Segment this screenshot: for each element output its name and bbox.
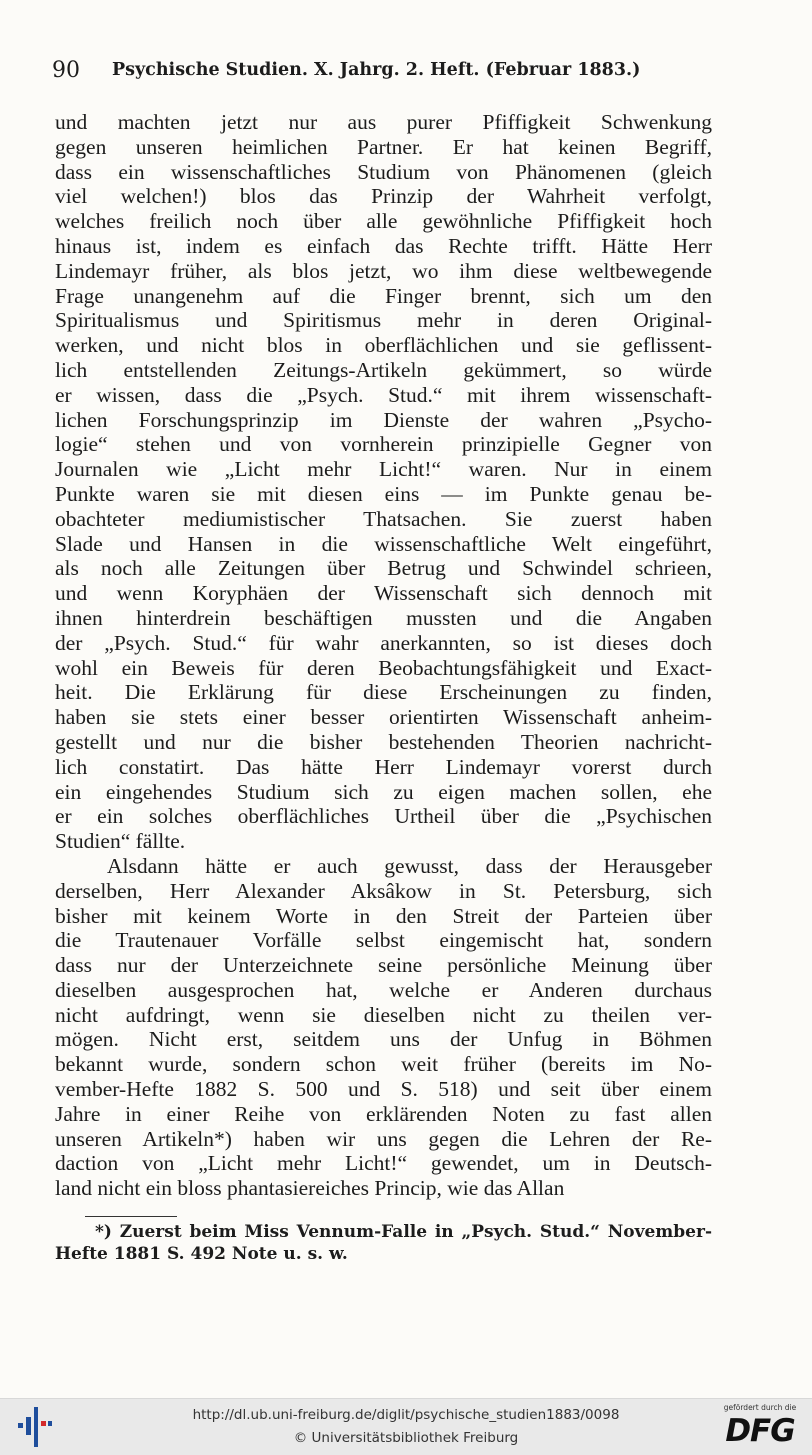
text-line: die Trautenauer Vorfälle selbst eingemischt hat, sondern xyxy=(55,928,712,953)
text-line: daction von „Licht mehr Licht!“ gewendet, um in Deutsch- xyxy=(55,1151,712,1176)
text-line: ein eingehendes Studium sich zu eigen machen sollen, ehe xyxy=(55,779,712,804)
text-line: dass nur der Unterzeichnete seine persönliche Meinung über xyxy=(55,953,712,978)
footnote-line: *) Zuerst beim Miss Vennum-Falle in „Psych. Stud.“ November- xyxy=(95,1222,712,1242)
text-line: welches freilich noch über alle gewöhnliche Pfiffigkeit hoch xyxy=(55,209,712,234)
text-line: mögen. Nicht erst, seitdem uns der Unfug in Böhmen xyxy=(55,1027,712,1052)
text-line: er ein solches oberflächliches Urtheil über die „Psychischen xyxy=(55,804,712,829)
text-line: dass ein wissenschaftliches Studium von Phänomenen (gleich xyxy=(55,159,712,184)
text-line: hinaus ist, indem es einfach das Rechte trifft. Hätte Herr xyxy=(55,233,712,258)
text-line: logie“ stehen und von vornherein prinzipielle Gegner von xyxy=(55,432,712,457)
text-line: als noch alle Zeitungen über Betrug und Schwindel schrieen, xyxy=(55,556,712,581)
text-line: obachteter mediumistischer Thatsachen. Sie zuerst haben xyxy=(55,506,712,531)
text-line: Journalen wie „Licht mehr Licht!“ waren. Nur in einem xyxy=(55,457,712,482)
text-line: der „Psych. Stud.“ für wahr anerkannten, so ist dieses doch xyxy=(55,630,712,655)
footnote-line: Hefte 1881 S. 492 Note u. s. w. xyxy=(55,1244,348,1264)
text-line: Lindemayr früher, als blos jetzt, wo ihm diese weltbewegende xyxy=(55,258,712,283)
text-line: gegen unseren heimlichen Partner. Er hat keinen Begriff, xyxy=(55,134,712,159)
text-line: Jahre in einer Reihe von erklärenden Noten zu fast allen xyxy=(55,1101,712,1126)
text-line: vember-Hefte 1882 S. 500 und S. 518) und seit über einem xyxy=(55,1077,712,1102)
text-line: haben sie stets einer besser orientirten Wissenschaft anheim- xyxy=(55,705,712,730)
text-line: wohl ein Beweis für deren Beobachtungsfähigkeit und Exact- xyxy=(55,655,712,680)
dfg-logo: DFG xyxy=(725,1413,795,1449)
text-line: Alsdann hätte er auch gewusst, dass der Herausgeber xyxy=(107,853,712,878)
text-line: er wissen, dass die „Psych. Stud.“ mit ihrem wissenschaft- xyxy=(55,382,712,407)
page-number: 90 xyxy=(52,58,80,83)
text-line: land nicht ein bloss phantasiereiches Princip, wie das Allan xyxy=(55,1176,565,1201)
text-line: Studien“ fällte. xyxy=(55,829,186,854)
text-line: und wenn Koryphäen der Wissenschaft sich dennoch mit xyxy=(55,581,712,606)
text-line: Spiritualismus und Spiritismus mehr in deren Original- xyxy=(55,308,712,333)
footnote-divider xyxy=(85,1216,177,1217)
dfg-caption: gefördert durch die xyxy=(723,1403,797,1412)
text-line: bisher mit keinem Worte in den Streit der Parteien über xyxy=(55,903,712,928)
text-line: dieselben ausgesprochen hat, welche er Anderen durchaus xyxy=(55,977,712,1002)
text-line: Punkte waren sie mit diesen eins — im Punkte genau be- xyxy=(55,481,712,506)
text-line: gestellt und nur die bisher bestehenden Theorien nachricht- xyxy=(55,729,712,754)
text-line: viel welchen!) blos das Prinzip der Wahrheit verfolgt, xyxy=(55,184,712,209)
text-line: werken, und nicht blos in oberflächlichen und sie geflissent- xyxy=(55,333,712,358)
text-line: lichen Forschungsprinzip im Dienste der wahren „Psycho- xyxy=(55,407,712,432)
text-line: Slade und Hansen in die wissenschaftliche Welt eingeführt, xyxy=(55,531,712,556)
text-line: ihnen hinterdrein beschäftigen mussten und die Angaben xyxy=(55,605,712,630)
document-url[interactable]: http://dl.ub.uni-freiburg.de/diglit/psychische_studien1883/0098 xyxy=(192,1407,620,1423)
text-line: heit. Die Erklärung für diese Erscheinungen zu finden, xyxy=(55,680,712,705)
text-line: bekannt wurde, sondern schon weit früher (bereits im No- xyxy=(55,1052,712,1077)
text-line: derselben, Herr Alexander Aksâkow in St. Petersburg, sich xyxy=(55,878,712,903)
running-head xyxy=(52,58,712,88)
dfg-badge[interactable] xyxy=(716,1403,804,1451)
journal-title: Psychische Studien. X. Jahrg. 2. Heft. (Februar 1883.) xyxy=(112,60,641,80)
text-line: lich constatirt. Das hätte Herr Lindemayr vorerst durch xyxy=(55,754,712,779)
copyright-notice: © Universitätsbibliothek Freiburg xyxy=(293,1430,519,1446)
text-line: unseren Artikeln*) haben wir uns gegen die Lehren der Re- xyxy=(55,1126,712,1151)
body-text xyxy=(55,110,712,1201)
footnote xyxy=(55,1221,712,1265)
text-line: nicht aufdringt, wenn sie dieselben nicht zu theilen ver- xyxy=(55,1002,712,1027)
text-line: lich entstellenden Zeitungs-Artikeln gekümmert, so würde xyxy=(55,357,712,382)
text-line: und machten jetzt nur aus purer Pfiffigkeit Schwenkung xyxy=(55,110,712,134)
text-line: Frage unangenehm auf die Finger brennt, sich um den xyxy=(55,283,712,308)
viewer-footer xyxy=(0,1398,812,1455)
